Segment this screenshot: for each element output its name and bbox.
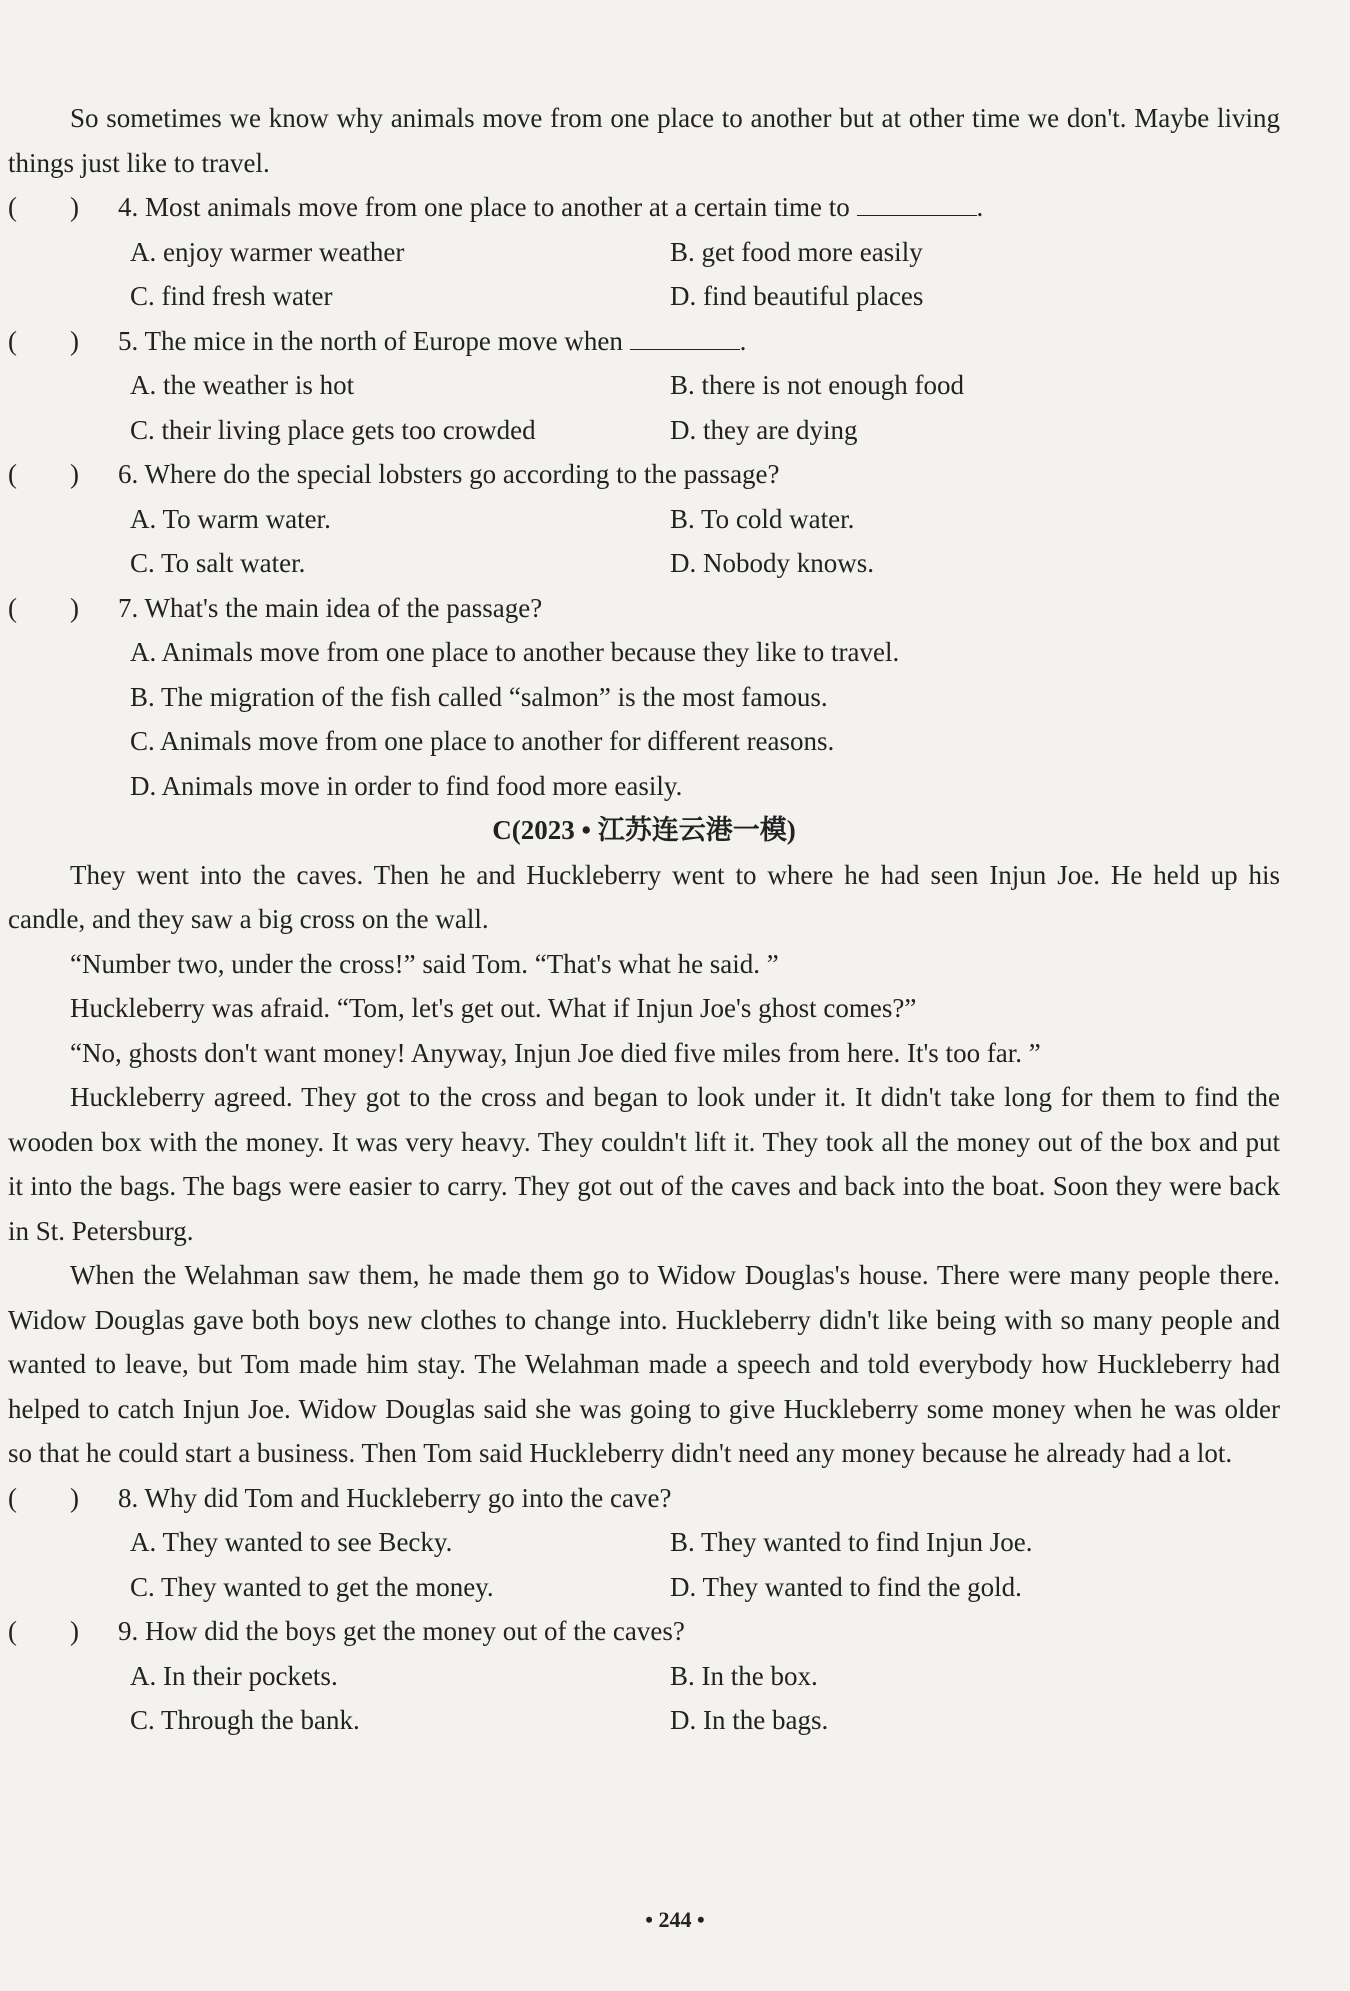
option-d: D. Animals move in order to find food more easily.: [130, 770, 683, 801]
option-c: C. Animals move from one place to another for different reasons.: [130, 726, 835, 756]
option-b: B. To cold water.: [670, 503, 855, 534]
options: [8, 497, 1280, 586]
option-b: B. get food more easily: [670, 236, 923, 267]
option-a: A. the weather is hot: [130, 370, 355, 400]
option-b: B. The migration of the fish called “salmon” is the most famous.: [130, 681, 828, 712]
question-9: [8, 1609, 1280, 1743]
section-c-title: C(2023 • 江苏连云港一模): [492, 815, 796, 845]
question-8: [8, 1476, 1280, 1610]
passage-c-paragraph: “No, ghosts don't want money! Anyway, Injun Joe died five miles from here. It's too far. ”: [70, 1037, 1041, 1068]
answer-bracket[interactable]: ( ): [8, 1482, 79, 1513]
option-a: A. Animals move from one place to another because they like to travel.: [130, 637, 900, 667]
passage-c-paragraph: When the Welahman saw them, he made them go to Widow Douglas's house. There were many people there. Widow Douglas gave both boys new clothes to change into. Huckleberry didn't like being with so many people and wanted to leave, but Tom made him stay. The Welahman made a speech and told everybody how Huckleberry had helped to catch Injun Joe. Widow Douglas said she was going to give Huckleberry some money when he was older so that he could start a business. Then Tom said Huckleberry didn't need any money because he already had a lot.: [8, 1260, 1280, 1468]
option-c: C. Through the bank.: [130, 1705, 360, 1735]
answer-bracket[interactable]: ( ): [8, 192, 79, 222]
question-text: 8. Why did Tom and Huckleberry go into the cave?: [118, 1482, 672, 1513]
options: [8, 1520, 1280, 1609]
option-b: B. They wanted to find Injun Joe.: [670, 1527, 1033, 1557]
option-b: B. In the box.: [670, 1660, 818, 1691]
option-d: D. Nobody knows.: [670, 548, 875, 578]
option-d: D. They wanted to find the gold.: [670, 1571, 1022, 1602]
option-d: D. In the bags.: [670, 1705, 829, 1735]
page-number: • 244 •: [645, 1907, 705, 1932]
answer-blank: [857, 187, 977, 216]
option-d: D. they are dying: [670, 414, 858, 445]
question-4: ( ) 4. Most animals move from one place to another at a certain time to . A. enjoy warmer weather B. get food more easily C. find fresh water D. find beautiful places: [8, 185, 1280, 319]
question-text: 4. Most animals move from one place to another at a certain time to: [118, 192, 850, 222]
options: [8, 363, 1280, 452]
question-7: [8, 586, 1280, 809]
question-5: ( ) 5. The mice in the north of Europe move when . A. the weather is hot B. there is not enough food C. their living place gets too crowded D. they are dying: [8, 319, 1280, 453]
option-b: B. there is not enough food: [670, 370, 964, 400]
option-c: C. find fresh water: [130, 281, 333, 311]
option-c: C. They wanted to get the money.: [130, 1571, 494, 1602]
answer-bracket[interactable]: ( ): [8, 592, 79, 623]
passage-c-paragraph: Huckleberry was afraid. “Tom, let's get out. What if Injun Joe's ghost comes?”: [70, 993, 917, 1023]
options: [8, 1654, 1280, 1743]
intro-paragraph: So sometimes we know why animals move from one place to another but at other time we don't. Maybe living things just like to travel.: [8, 103, 1280, 178]
option-a: A. enjoy warmer weather: [130, 236, 405, 267]
option-a: A. In their pockets.: [130, 1660, 338, 1691]
answer-blank: [630, 321, 740, 350]
option-c: C. their living place gets too crowded: [130, 414, 536, 445]
option-a: A. They wanted to see Becky.: [130, 1527, 453, 1557]
option-d: D. find beautiful places: [670, 281, 924, 311]
question-text: 6. Where do the special lobsters go according to the passage?: [118, 459, 780, 489]
passage-c-paragraph: They went into the caves. Then he and Huckleberry went to where he had seen Injun Joe. He held up his candle, and they saw a big cross on the wall.: [8, 859, 1280, 934]
answer-bracket[interactable]: ( ): [8, 459, 79, 489]
question-6: [8, 452, 1280, 586]
options: [8, 230, 1280, 319]
answer-bracket[interactable]: ( ): [8, 1616, 79, 1646]
answer-bracket[interactable]: ( ): [8, 325, 79, 356]
option-a: A. To warm water.: [130, 503, 331, 534]
passage-c-paragraph: “Number two, under the cross!” said Tom. “That's what he said. ”: [70, 948, 779, 979]
question-text: 7. What's the main idea of the passage?: [118, 592, 543, 623]
passage-c-paragraph: Huckleberry agreed. They got to the cross and began to look under it. It didn't take long for them to find the wooden box with the money. It was very heavy. They couldn't lift it. They took all the money out of the box and put it into the bags. The bags were easier to carry. They got out of the caves and back into the boat. Soon they were back in St. Petersburg.: [8, 1082, 1280, 1246]
question-text: 5. The mice in the north of Europe move when: [118, 325, 623, 356]
option-c: C. To salt water.: [130, 548, 306, 578]
question-text: 9. How did the boys get the money out of the caves?: [118, 1616, 685, 1646]
options: [8, 630, 1280, 808]
